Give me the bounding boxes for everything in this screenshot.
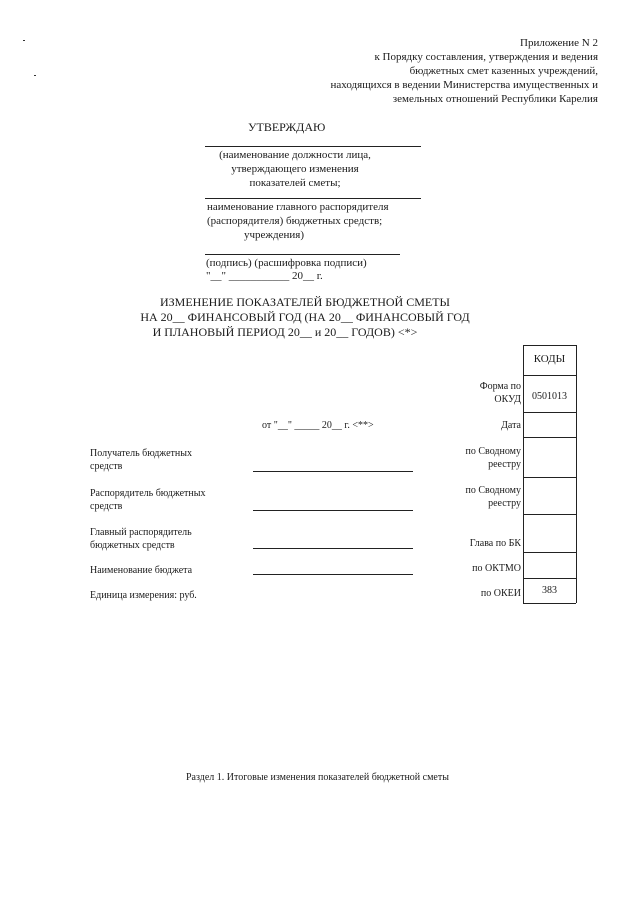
okud-value: 0501013 (532, 391, 567, 402)
table-border (576, 345, 577, 603)
position-caption (205, 148, 385, 190)
caption-line: наименование главного распорядителя (207, 201, 389, 213)
label-line: по Сводному (465, 485, 521, 496)
date-label: Дата (501, 420, 521, 431)
table-border (523, 514, 576, 515)
table-border (523, 437, 576, 438)
distributor-label (90, 487, 205, 513)
doc-title-line: НА 20__ ФИНАНСОВЫЙ ГОД (НА 20__ ФИНАНСОВЫЙ ГОД (140, 310, 470, 324)
label-line: реестру (488, 459, 521, 470)
row-right-label (466, 445, 521, 471)
distributor-line (205, 198, 421, 199)
recipient-field-line[interactable] (253, 471, 413, 472)
appendix-line: к Порядку составления, утверждения и ведения (374, 51, 598, 63)
row-right-label (466, 484, 521, 510)
okud-label (480, 380, 521, 406)
table-border (523, 603, 576, 604)
label-line: Форма по (479, 381, 521, 392)
caption-line: (наименование должности лица, (219, 149, 371, 161)
appendix-line: Приложение N 2 (520, 37, 598, 49)
label-line: средств (90, 501, 123, 512)
main-distributor-label (90, 526, 192, 552)
appendix-line: находящихся в ведении Министерства имущественных и (330, 79, 598, 91)
label-line: реестру (488, 498, 521, 509)
table-border (523, 375, 576, 376)
label-line: Главный распорядитель (90, 527, 192, 538)
row-right-label: по ОКЕИ (480, 588, 521, 599)
main-distributor-field-line[interactable] (253, 548, 413, 549)
distributor-caption (207, 200, 389, 242)
scan-mark (23, 40, 25, 41)
label-line: бюджетных средств (90, 540, 175, 551)
caption-line: учреждения) (244, 229, 304, 241)
unit-label: Единица измерения: руб. (90, 590, 197, 601)
budget-name-label: Наименование бюджета (90, 565, 193, 576)
label-line: по Сводному (465, 446, 521, 457)
appendix-header (331, 36, 598, 106)
form-date: от "__" _____ 20__ г. <**> (262, 420, 374, 431)
okei-value: 383 (542, 585, 557, 596)
label-line: средств (90, 461, 123, 472)
caption-line: показателей сметы; (249, 177, 341, 189)
table-border (523, 552, 576, 553)
section-title: Раздел 1. Итоговые изменения показателей бюджетной сметы (186, 772, 449, 783)
doc-title-line: И ПЛАНОВЫЙ ПЕРИОД 20__ и 20__ ГОДОВ) <*> (152, 325, 418, 339)
doc-title-line: ИЗМЕНЕНИЕ ПОКАЗАТЕЛЕЙ БЮДЖЕТНОЙ СМЕТЫ (159, 295, 450, 309)
signature-line (205, 254, 400, 255)
scan-mark (34, 75, 36, 76)
position-line (205, 146, 421, 147)
signature-caption: (подпись) (расшифровка подписи) (206, 257, 367, 269)
caption-line: (распорядителя) бюджетных средств; (207, 215, 383, 227)
appendix-line: бюджетных смет казенных учреждений, (409, 65, 598, 77)
approval-title: УТВЕРЖДАЮ (248, 120, 326, 134)
label-line: ОКУД (494, 394, 521, 405)
table-border (523, 578, 576, 579)
row-right-label: по ОКТМО (472, 563, 521, 574)
approval-date: "__" ___________ 20__ г. (206, 270, 323, 282)
recipient-label (90, 447, 192, 473)
appendix-line: земельных отношений Республики Карелия (392, 93, 598, 105)
codes-header: КОДЫ (533, 353, 566, 365)
table-border (523, 412, 576, 413)
distributor-field-line[interactable] (253, 510, 413, 511)
table-border (523, 477, 576, 478)
table-border (523, 345, 576, 346)
label-line: Распорядитель бюджетных (90, 488, 206, 499)
budget-name-field-line[interactable] (253, 574, 413, 575)
row-right-label: Глава по БК (469, 538, 521, 549)
label-line: Получатель бюджетных (90, 448, 192, 459)
caption-line: утверждающего изменения (231, 163, 359, 175)
table-border (523, 345, 524, 603)
doc-title (115, 295, 495, 340)
